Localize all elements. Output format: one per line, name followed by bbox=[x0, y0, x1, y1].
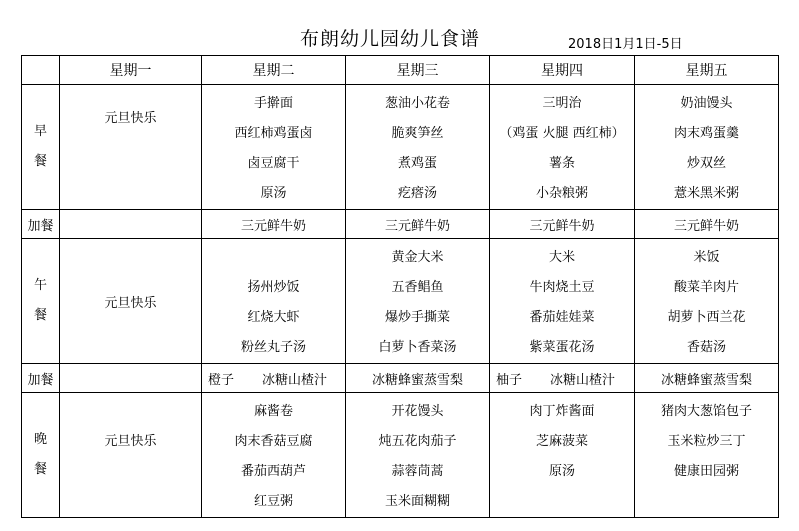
dish: 疙瘩汤 bbox=[397, 186, 437, 201]
dish: 麻酱卷 bbox=[253, 404, 293, 419]
lunch-row bbox=[22, 239, 779, 364]
dish: 粉丝丸子汤 bbox=[240, 340, 306, 355]
dish: 卤豆腐干 bbox=[247, 156, 300, 171]
dish: 五香鲳鱼 bbox=[391, 280, 444, 295]
dish: 炖五花肉茄子 bbox=[378, 434, 457, 449]
snack1-fri: 三元鲜牛奶 bbox=[635, 210, 779, 239]
dish: 玉米面糊糊 bbox=[384, 494, 450, 509]
snack1-wed: 三元鲜牛奶 bbox=[346, 210, 490, 239]
dish: 芝麻菠菜 bbox=[535, 434, 588, 449]
dinner-fri bbox=[635, 393, 779, 518]
dish: 三明治 bbox=[542, 96, 582, 111]
dish: 玉米粒炒三丁 bbox=[667, 434, 746, 449]
dish: 肉末鸡蛋羹 bbox=[673, 126, 739, 141]
breakfast-label: 早 餐 bbox=[22, 85, 60, 210]
dish: 香菇汤 bbox=[686, 340, 726, 355]
dish: 牛肉烧土豆 bbox=[529, 280, 595, 295]
dish: 胡萝卜西兰花 bbox=[667, 310, 746, 325]
snack1-tue: 三元鲜牛奶 bbox=[202, 210, 346, 239]
dish: 原汤 bbox=[548, 464, 575, 479]
dish: 大米 bbox=[548, 250, 575, 265]
dish: （鸡蛋 火腿 西红柿） bbox=[499, 126, 625, 141]
lunch-mon: 元旦快乐 bbox=[60, 239, 202, 364]
lunch-thu bbox=[490, 239, 635, 364]
dish: 番茄娃娃菜 bbox=[529, 310, 595, 325]
dish: 红烧大虾 bbox=[247, 310, 300, 325]
lunch-wed bbox=[346, 239, 490, 364]
menu-table bbox=[21, 55, 779, 518]
lunch-label: 午 餐 bbox=[22, 239, 60, 364]
dinner-tue bbox=[202, 393, 346, 518]
corner-cell bbox=[22, 56, 60, 85]
dish: 奶油馒头 bbox=[680, 96, 733, 111]
dish: 蒜蓉茼蒿 bbox=[391, 464, 444, 479]
day-header-mon: 星期一 bbox=[60, 56, 202, 85]
snack2-thu bbox=[490, 364, 635, 393]
dish: 酸菜羊肉片 bbox=[673, 280, 739, 295]
dish: 肉丁炸酱面 bbox=[529, 404, 595, 419]
lunch-tue bbox=[202, 239, 346, 364]
fruit: 柚子 bbox=[496, 372, 523, 388]
breakfast-mon: 元旦快乐 bbox=[60, 85, 202, 210]
dish: 薏米黑米粥 bbox=[673, 186, 739, 201]
dish: 葱油小花卷 bbox=[384, 96, 450, 111]
dish: 炒双丝 bbox=[686, 156, 726, 171]
snack1-mon bbox=[60, 210, 202, 239]
dish: 爆炒手撕菜 bbox=[384, 310, 450, 325]
snack-row-1 bbox=[22, 210, 779, 239]
page-title: 布朗幼儿园幼儿食谱 bbox=[300, 28, 481, 50]
snack-label: 加餐 bbox=[22, 210, 60, 239]
dish: 紫菜蛋花汤 bbox=[529, 340, 595, 355]
dish: 猪肉大葱馅包子 bbox=[660, 404, 752, 419]
dish: 煮鸡蛋 bbox=[397, 156, 437, 171]
lunch-fri bbox=[635, 239, 779, 364]
breakfast-thu bbox=[490, 85, 635, 210]
dinner-row bbox=[22, 393, 779, 518]
snack2-wed: 冰糖蜂蜜蒸雪梨 bbox=[346, 364, 490, 393]
dish: 薯条 bbox=[548, 156, 575, 171]
day-header-tue: 星期二 bbox=[202, 56, 346, 85]
dish: 扬州炒饭 bbox=[247, 280, 300, 295]
dish: 肉末香菇豆腐 bbox=[234, 434, 313, 449]
date-range: 2018日1月1日-5日 bbox=[568, 37, 683, 52]
dish: 手擀面 bbox=[253, 96, 293, 111]
dinner-thu bbox=[490, 393, 635, 518]
breakfast-fri bbox=[635, 85, 779, 210]
dinner-mon: 元旦快乐 bbox=[60, 393, 202, 518]
breakfast-row bbox=[22, 85, 779, 210]
dish: 原汤 bbox=[260, 186, 287, 201]
dish: 黄金大米 bbox=[391, 250, 444, 265]
snack1-thu: 三元鲜牛奶 bbox=[490, 210, 635, 239]
snack-label: 加餐 bbox=[22, 364, 60, 393]
day-header-thu: 星期四 bbox=[490, 56, 635, 85]
day-header-fri: 星期五 bbox=[635, 56, 779, 85]
day-header-wed: 星期三 bbox=[346, 56, 490, 85]
breakfast-tue bbox=[202, 85, 346, 210]
dinner-label: 晚 餐 bbox=[22, 393, 60, 518]
dish: 健康田园粥 bbox=[673, 464, 739, 479]
dish: 开花馒头 bbox=[391, 404, 444, 419]
dish: 脆爽笋丝 bbox=[391, 126, 444, 141]
dish: 白萝卜香菜汤 bbox=[378, 340, 457, 355]
breakfast-wed bbox=[346, 85, 490, 210]
snack-row-2 bbox=[22, 364, 779, 393]
dish: 番茄西葫芦 bbox=[240, 464, 306, 479]
snack2-fri: 冰糖蜂蜜蒸雪梨 bbox=[635, 364, 779, 393]
dish: 小杂粮粥 bbox=[535, 186, 588, 201]
dish: 西红柿鸡蛋卤 bbox=[234, 126, 313, 141]
snack2-tue bbox=[202, 364, 346, 393]
dish: 米饭 bbox=[693, 250, 720, 265]
dish: 红豆粥 bbox=[253, 494, 293, 509]
drink: 冰糖山楂汁 bbox=[550, 372, 616, 388]
header-row bbox=[22, 56, 779, 85]
drink: 冰糖山楂汁 bbox=[262, 372, 328, 388]
fruit: 橙子 bbox=[208, 372, 235, 388]
snack2-mon bbox=[60, 364, 202, 393]
dinner-wed bbox=[346, 393, 490, 518]
